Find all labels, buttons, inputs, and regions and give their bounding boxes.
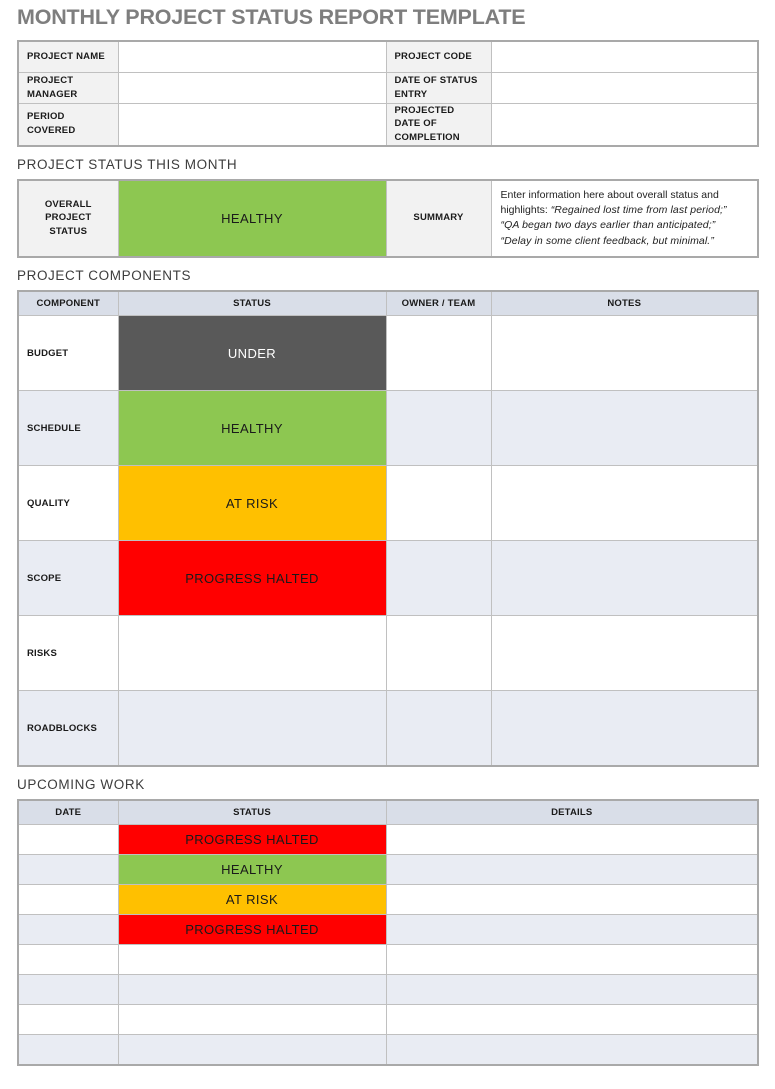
date-cell[interactable] <box>18 825 118 855</box>
summary-intro: Enter information here about overall status and highlights: <box>500 188 719 217</box>
column-header-details: DETAILS <box>386 800 758 825</box>
summary-text[interactable] <box>491 180 758 257</box>
date-cell[interactable] <box>18 1035 118 1065</box>
owner-cell[interactable] <box>386 466 491 541</box>
notes-cell[interactable] <box>491 466 758 541</box>
date-cell[interactable] <box>18 855 118 885</box>
project-code-field[interactable] <box>491 41 758 72</box>
components-section-heading: PROJECT COMPONENTS <box>17 267 192 283</box>
details-cell[interactable] <box>386 885 758 915</box>
status-cell[interactable]: AT RISK <box>118 885 386 915</box>
status-cell[interactable] <box>118 1035 386 1065</box>
component-label: SCOPE <box>18 541 118 616</box>
upcoming-row <box>18 915 758 945</box>
column-header-status: STATUS <box>118 291 386 316</box>
upcoming-row <box>18 825 758 855</box>
component-label: BUDGET <box>18 316 118 391</box>
notes-cell[interactable] <box>491 691 758 766</box>
project-manager-label: PROJECT MANAGER <box>18 72 118 103</box>
status-cell[interactable]: PROGRESS HALTED <box>118 541 386 616</box>
info-row <box>18 103 758 146</box>
status-cell[interactable]: AT RISK <box>118 466 386 541</box>
date-of-status-entry-label: DATE OF STATUS ENTRY <box>386 72 491 103</box>
status-cell[interactable]: PROGRESS HALTED <box>118 915 386 945</box>
summary-quote: “Regained lost time from last period;” “QA began two days earlier than anticipated;” “Delay in some client feedback, but minimal.” <box>500 204 727 247</box>
notes-cell[interactable] <box>491 616 758 691</box>
project-components-table <box>17 290 759 767</box>
status-cell[interactable] <box>118 945 386 975</box>
details-cell[interactable] <box>386 855 758 885</box>
date-cell[interactable] <box>18 975 118 1005</box>
owner-cell[interactable] <box>386 316 491 391</box>
projected-date-field[interactable] <box>491 103 758 146</box>
overall-status-value[interactable]: HEALTHY <box>118 180 386 257</box>
details-cell[interactable] <box>386 975 758 1005</box>
component-row-roadblocks <box>18 691 758 766</box>
date-cell[interactable] <box>18 1005 118 1035</box>
column-header-owner: OWNER / TEAM <box>386 291 491 316</box>
upcoming-section-heading: UPCOMING WORK <box>17 776 145 792</box>
upcoming-work-table <box>17 799 759 1066</box>
project-name-field[interactable] <box>118 41 386 72</box>
owner-cell[interactable] <box>386 541 491 616</box>
notes-cell[interactable] <box>491 391 758 466</box>
summary-label: SUMMARY <box>386 180 491 257</box>
date-of-status-entry-field[interactable] <box>491 72 758 103</box>
project-name-label: PROJECT NAME <box>18 41 118 72</box>
upcoming-row <box>18 1005 758 1035</box>
status-cell[interactable] <box>118 691 386 766</box>
component-label: SCHEDULE <box>18 391 118 466</box>
owner-cell[interactable] <box>386 691 491 766</box>
date-cell[interactable] <box>18 915 118 945</box>
component-label: ROADBLOCKS <box>18 691 118 766</box>
column-header-notes: NOTES <box>491 291 758 316</box>
details-cell[interactable] <box>386 945 758 975</box>
details-cell[interactable] <box>386 825 758 855</box>
notes-cell[interactable] <box>491 541 758 616</box>
column-header-date: DATE <box>18 800 118 825</box>
details-cell[interactable] <box>386 915 758 945</box>
owner-cell[interactable] <box>386 616 491 691</box>
date-cell[interactable] <box>18 885 118 915</box>
overall-status-row <box>18 180 758 257</box>
info-row <box>18 72 758 103</box>
details-cell[interactable] <box>386 1005 758 1035</box>
upcoming-header-row <box>18 800 758 825</box>
component-row-quality <box>18 466 758 541</box>
upcoming-row <box>18 855 758 885</box>
column-header-status: STATUS <box>118 800 386 825</box>
status-cell[interactable]: UNDER <box>118 316 386 391</box>
notes-cell[interactable] <box>491 316 758 391</box>
status-cell[interactable] <box>118 616 386 691</box>
component-row-risks <box>18 616 758 691</box>
status-section-heading: PROJECT STATUS THIS MONTH <box>17 156 238 172</box>
project-code-label: PROJECT CODE <box>386 41 491 72</box>
date-cell[interactable] <box>18 945 118 975</box>
component-label: RISKS <box>18 616 118 691</box>
components-header-row <box>18 291 758 316</box>
project-info-table <box>17 40 759 147</box>
info-row <box>18 41 758 72</box>
status-cell[interactable]: PROGRESS HALTED <box>118 825 386 855</box>
column-header-component: COMPONENT <box>18 291 118 316</box>
upcoming-row <box>18 975 758 1005</box>
status-cell[interactable] <box>118 1005 386 1035</box>
component-label: QUALITY <box>18 466 118 541</box>
owner-cell[interactable] <box>386 391 491 466</box>
status-cell[interactable]: HEALTHY <box>118 855 386 885</box>
overall-status-label: OVERALL PROJECT STATUS <box>18 180 118 257</box>
projected-date-label: PROJECTED DATE OF COMPLETION <box>386 103 491 146</box>
component-row-budget <box>18 316 758 391</box>
status-cell[interactable]: HEALTHY <box>118 391 386 466</box>
upcoming-row <box>18 1035 758 1065</box>
page-title: MONTHLY PROJECT STATUS REPORT TEMPLATE <box>17 5 526 29</box>
period-covered-label: PERIOD COVERED <box>18 103 118 146</box>
upcoming-row <box>18 945 758 975</box>
component-row-schedule <box>18 391 758 466</box>
period-covered-field[interactable] <box>118 103 386 146</box>
details-cell[interactable] <box>386 1035 758 1065</box>
component-row-scope <box>18 541 758 616</box>
status-cell[interactable] <box>118 975 386 1005</box>
overall-status-table <box>17 179 759 258</box>
project-manager-field[interactable] <box>118 72 386 103</box>
upcoming-row <box>18 885 758 915</box>
